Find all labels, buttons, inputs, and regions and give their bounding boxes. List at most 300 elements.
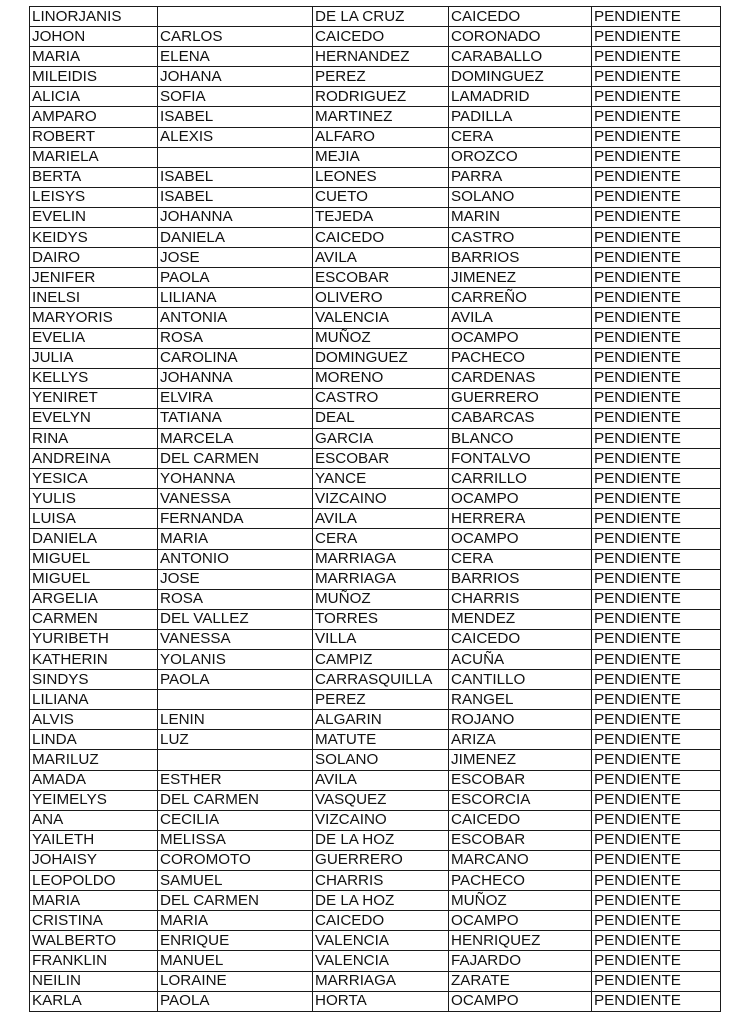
first-surname-cell: DE LA HOZ <box>313 891 449 911</box>
first-surname-cell: CHARRIS <box>313 871 449 891</box>
table-row <box>30 529 721 549</box>
second-surname-cell: OROZCO <box>449 147 592 167</box>
table-row <box>30 348 721 368</box>
status-cell: PENDIENTE <box>592 589 721 609</box>
first-name-cell: MIGUEL <box>30 569 158 589</box>
first-name-cell: SINDYS <box>30 670 158 690</box>
second-surname-cell: ARIZA <box>449 730 592 750</box>
first-name-cell: INELSI <box>30 288 158 308</box>
second-surname-cell: CARRILLO <box>449 469 592 489</box>
first-name-cell: YULIS <box>30 489 158 509</box>
first-name-cell: JENIFER <box>30 268 158 288</box>
middle-name-cell: DEL VALLEZ <box>158 609 313 629</box>
table-row <box>30 368 721 388</box>
first-surname-cell: SOLANO <box>313 750 449 770</box>
first-surname-cell: VALENCIA <box>313 951 449 971</box>
middle-name-cell: CAROLINA <box>158 348 313 368</box>
second-surname-cell: ROJANO <box>449 710 592 730</box>
first-surname-cell: CUETO <box>313 187 449 207</box>
middle-name-cell: CARLOS <box>158 27 313 47</box>
second-surname-cell: ESCORCIA <box>449 790 592 810</box>
second-surname-cell: ESCOBAR <box>449 830 592 850</box>
status-cell: PENDIENTE <box>592 650 721 670</box>
table-row <box>30 408 721 428</box>
table-row <box>30 991 721 1011</box>
second-surname-cell: HENRIQUEZ <box>449 931 592 951</box>
first-name-cell: ALVIS <box>30 710 158 730</box>
table-row <box>30 710 721 730</box>
middle-name-cell: ALEXIS <box>158 127 313 147</box>
second-surname-cell: CORONADO <box>449 27 592 47</box>
status-cell: PENDIENTE <box>592 268 721 288</box>
table-row <box>30 489 721 509</box>
first-surname-cell: ESCOBAR <box>313 268 449 288</box>
table-row <box>30 187 721 207</box>
middle-name-cell: ISABEL <box>158 167 313 187</box>
first-surname-cell: TORRES <box>313 609 449 629</box>
status-cell: PENDIENTE <box>592 911 721 931</box>
middle-name-cell: ISABEL <box>158 187 313 207</box>
status-cell: PENDIENTE <box>592 690 721 710</box>
middle-name-cell: MARIA <box>158 529 313 549</box>
table-row <box>30 790 721 810</box>
second-surname-cell: MARCANO <box>449 850 592 870</box>
second-surname-cell: OCAMPO <box>449 991 592 1011</box>
second-surname-cell: HERRERA <box>449 509 592 529</box>
status-cell: PENDIENTE <box>592 770 721 790</box>
first-surname-cell: DE LA HOZ <box>313 830 449 850</box>
status-cell: PENDIENTE <box>592 308 721 328</box>
second-surname-cell: ZARATE <box>449 971 592 991</box>
status-cell: PENDIENTE <box>592 147 721 167</box>
second-surname-cell: DOMINGUEZ <box>449 67 592 87</box>
first-name-cell: ARGELIA <box>30 589 158 609</box>
first-surname-cell: VIZCAINO <box>313 489 449 509</box>
table-row <box>30 770 721 790</box>
first-name-cell: NEILIN <box>30 971 158 991</box>
first-surname-cell: VALENCIA <box>313 931 449 951</box>
middle-name-cell: DEL CARMEN <box>158 891 313 911</box>
first-surname-cell: LEONES <box>313 167 449 187</box>
middle-name-cell: ANTONIO <box>158 549 313 569</box>
status-cell: PENDIENTE <box>592 388 721 408</box>
status-cell: PENDIENTE <box>592 47 721 67</box>
first-surname-cell: MORENO <box>313 368 449 388</box>
middle-name-cell: ENRIQUE <box>158 931 313 951</box>
status-cell: PENDIENTE <box>592 569 721 589</box>
status-cell: PENDIENTE <box>592 529 721 549</box>
first-surname-cell: AVILA <box>313 509 449 529</box>
middle-name-cell: PAOLA <box>158 991 313 1011</box>
table-row <box>30 449 721 469</box>
second-surname-cell: CERA <box>449 549 592 569</box>
second-surname-cell: PACHECO <box>449 348 592 368</box>
table-row <box>30 871 721 891</box>
table-row <box>30 750 721 770</box>
table-row <box>30 388 721 408</box>
first-surname-cell: VILLA <box>313 629 449 649</box>
middle-name-cell: MARIA <box>158 911 313 931</box>
second-surname-cell: CARREÑO <box>449 288 592 308</box>
first-name-cell: MIGUEL <box>30 549 158 569</box>
first-name-cell: YAILETH <box>30 830 158 850</box>
middle-name-cell: PAOLA <box>158 268 313 288</box>
status-cell: PENDIENTE <box>592 207 721 227</box>
second-surname-cell: FONTALVO <box>449 449 592 469</box>
first-name-cell: LILIANA <box>30 690 158 710</box>
middle-name-cell: ISABEL <box>158 107 313 127</box>
first-surname-cell: CAICEDO <box>313 911 449 931</box>
table-row <box>30 288 721 308</box>
first-name-cell: CARMEN <box>30 609 158 629</box>
table-row <box>30 549 721 569</box>
first-name-cell: JULIA <box>30 348 158 368</box>
first-surname-cell: MARRIAGA <box>313 971 449 991</box>
second-surname-cell: ESCOBAR <box>449 770 592 790</box>
status-cell: PENDIENTE <box>592 87 721 107</box>
status-cell: PENDIENTE <box>592 228 721 248</box>
status-cell: PENDIENTE <box>592 27 721 47</box>
table-row <box>30 428 721 448</box>
first-surname-cell: VALENCIA <box>313 308 449 328</box>
middle-name-cell: ELVIRA <box>158 388 313 408</box>
status-cell: PENDIENTE <box>592 328 721 348</box>
middle-name-cell: PAOLA <box>158 670 313 690</box>
middle-name-cell: MELISSA <box>158 830 313 850</box>
first-surname-cell: CASTRO <box>313 388 449 408</box>
table-row <box>30 850 721 870</box>
names-table <box>29 6 721 1012</box>
table-row <box>30 107 721 127</box>
middle-name-cell: YOHANNA <box>158 469 313 489</box>
first-surname-cell: MEJIA <box>313 147 449 167</box>
status-cell: PENDIENTE <box>592 428 721 448</box>
first-surname-cell: MUÑOZ <box>313 328 449 348</box>
table-row <box>30 127 721 147</box>
table-row <box>30 609 721 629</box>
first-name-cell: MILEIDIS <box>30 67 158 87</box>
middle-name-cell: DEL CARMEN <box>158 790 313 810</box>
second-surname-cell: JIMENEZ <box>449 750 592 770</box>
status-cell: PENDIENTE <box>592 891 721 911</box>
first-name-cell: DAIRO <box>30 248 158 268</box>
table-row <box>30 931 721 951</box>
first-name-cell: LEISYS <box>30 187 158 207</box>
status-cell: PENDIENTE <box>592 971 721 991</box>
middle-name-cell: VANESSA <box>158 489 313 509</box>
middle-name-cell: LUZ <box>158 730 313 750</box>
first-name-cell: BERTA <box>30 167 158 187</box>
second-surname-cell: CAICEDO <box>449 7 592 27</box>
middle-name-cell: CECILIA <box>158 810 313 830</box>
status-cell: PENDIENTE <box>592 408 721 428</box>
table-row <box>30 891 721 911</box>
first-surname-cell: HORTA <box>313 991 449 1011</box>
middle-name-cell: JOHANA <box>158 67 313 87</box>
second-surname-cell: OCAMPO <box>449 529 592 549</box>
status-cell: PENDIENTE <box>592 951 721 971</box>
first-surname-cell: GARCIA <box>313 428 449 448</box>
second-surname-cell: BLANCO <box>449 428 592 448</box>
first-name-cell: AMPARO <box>30 107 158 127</box>
status-cell: PENDIENTE <box>592 750 721 770</box>
first-surname-cell: VIZCAINO <box>313 810 449 830</box>
second-surname-cell: OCAMPO <box>449 489 592 509</box>
middle-name-cell: MANUEL <box>158 951 313 971</box>
second-surname-cell: CAICEDO <box>449 810 592 830</box>
first-name-cell: KARLA <box>30 991 158 1011</box>
status-cell: PENDIENTE <box>592 288 721 308</box>
status-cell: PENDIENTE <box>592 368 721 388</box>
first-name-cell: EVELYN <box>30 408 158 428</box>
table-row <box>30 87 721 107</box>
middle-name-cell: YOLANIS <box>158 650 313 670</box>
status-cell: PENDIENTE <box>592 850 721 870</box>
middle-name-cell <box>158 750 313 770</box>
first-surname-cell: MARRIAGA <box>313 569 449 589</box>
middle-name-cell: JOSE <box>158 569 313 589</box>
status-cell: PENDIENTE <box>592 830 721 850</box>
first-name-cell: FRANKLIN <box>30 951 158 971</box>
table-row <box>30 911 721 931</box>
first-name-cell: MARILUZ <box>30 750 158 770</box>
table-row <box>30 27 721 47</box>
first-name-cell: CRISTINA <box>30 911 158 931</box>
first-name-cell: JOHAISY <box>30 850 158 870</box>
middle-name-cell: FERNANDA <box>158 509 313 529</box>
table-row <box>30 469 721 489</box>
first-surname-cell: VASQUEZ <box>313 790 449 810</box>
table-row <box>30 7 721 27</box>
middle-name-cell: SAMUEL <box>158 871 313 891</box>
first-surname-cell: DE LA CRUZ <box>313 7 449 27</box>
second-surname-cell: OCAMPO <box>449 911 592 931</box>
first-name-cell: EVELIA <box>30 328 158 348</box>
second-surname-cell: CARDENAS <box>449 368 592 388</box>
table-row <box>30 47 721 67</box>
first-surname-cell: ESCOBAR <box>313 449 449 469</box>
names-table-body <box>30 7 721 1012</box>
middle-name-cell: SOFIA <box>158 87 313 107</box>
table-row <box>30 228 721 248</box>
table-row <box>30 67 721 87</box>
status-cell: PENDIENTE <box>592 710 721 730</box>
table-row <box>30 248 721 268</box>
second-surname-cell: CARABALLO <box>449 47 592 67</box>
middle-name-cell: ROSA <box>158 589 313 609</box>
table-row <box>30 810 721 830</box>
first-name-cell: ROBERT <box>30 127 158 147</box>
status-cell: PENDIENTE <box>592 790 721 810</box>
middle-name-cell <box>158 7 313 27</box>
first-name-cell: MARYORIS <box>30 308 158 328</box>
first-name-cell: LINDA <box>30 730 158 750</box>
middle-name-cell: LORAINE <box>158 971 313 991</box>
first-surname-cell: ALGARIN <box>313 710 449 730</box>
table-row <box>30 509 721 529</box>
middle-name-cell: DANIELA <box>158 228 313 248</box>
first-name-cell: ANA <box>30 810 158 830</box>
second-surname-cell: MENDEZ <box>449 609 592 629</box>
second-surname-cell: PARRA <box>449 167 592 187</box>
table-row <box>30 328 721 348</box>
first-surname-cell: DEAL <box>313 408 449 428</box>
status-cell: PENDIENTE <box>592 931 721 951</box>
first-surname-cell: PEREZ <box>313 67 449 87</box>
first-surname-cell: AVILA <box>313 770 449 790</box>
middle-name-cell: ELENA <box>158 47 313 67</box>
table-row <box>30 268 721 288</box>
status-cell: PENDIENTE <box>592 670 721 690</box>
middle-name-cell: MARCELA <box>158 428 313 448</box>
status-cell: PENDIENTE <box>592 609 721 629</box>
status-cell: PENDIENTE <box>592 127 721 147</box>
table-row <box>30 629 721 649</box>
first-surname-cell: MARRIAGA <box>313 549 449 569</box>
second-surname-cell: LAMADRID <box>449 87 592 107</box>
first-surname-cell: DOMINGUEZ <box>313 348 449 368</box>
table-row <box>30 589 721 609</box>
status-cell: PENDIENTE <box>592 449 721 469</box>
table-row <box>30 569 721 589</box>
first-name-cell: RINA <box>30 428 158 448</box>
table-row <box>30 670 721 690</box>
first-name-cell: LEOPOLDO <box>30 871 158 891</box>
second-surname-cell: CAICEDO <box>449 629 592 649</box>
first-name-cell: YENIRET <box>30 388 158 408</box>
status-cell: PENDIENTE <box>592 187 721 207</box>
status-cell: PENDIENTE <box>592 489 721 509</box>
second-surname-cell: MUÑOZ <box>449 891 592 911</box>
middle-name-cell: VANESSA <box>158 629 313 649</box>
table-row <box>30 207 721 227</box>
first-surname-cell: MARTINEZ <box>313 107 449 127</box>
first-surname-cell: MUÑOZ <box>313 589 449 609</box>
second-surname-cell: FAJARDO <box>449 951 592 971</box>
second-surname-cell: JIMENEZ <box>449 268 592 288</box>
second-surname-cell: CERA <box>449 127 592 147</box>
first-name-cell: MARIA <box>30 891 158 911</box>
second-surname-cell: SOLANO <box>449 187 592 207</box>
second-surname-cell: CHARRIS <box>449 589 592 609</box>
second-surname-cell: PACHECO <box>449 871 592 891</box>
first-name-cell: LUISA <box>30 509 158 529</box>
first-surname-cell: YANCE <box>313 469 449 489</box>
first-name-cell: MARIA <box>30 47 158 67</box>
status-cell: PENDIENTE <box>592 167 721 187</box>
second-surname-cell: BARRIOS <box>449 569 592 589</box>
first-name-cell: KATHERIN <box>30 650 158 670</box>
first-name-cell: MARIELA <box>30 147 158 167</box>
first-name-cell: KEIDYS <box>30 228 158 248</box>
first-surname-cell: CARRASQUILLA <box>313 670 449 690</box>
first-surname-cell: AVILA <box>313 248 449 268</box>
status-cell: PENDIENTE <box>592 730 721 750</box>
second-surname-cell: ACUÑA <box>449 650 592 670</box>
middle-name-cell: JOSE <box>158 248 313 268</box>
table-row <box>30 147 721 167</box>
first-name-cell: WALBERTO <box>30 931 158 951</box>
status-cell: PENDIENTE <box>592 469 721 489</box>
first-name-cell: JOHON <box>30 27 158 47</box>
first-name-cell: DANIELA <box>30 529 158 549</box>
second-surname-cell: GUERRERO <box>449 388 592 408</box>
middle-name-cell: LENIN <box>158 710 313 730</box>
middle-name-cell <box>158 690 313 710</box>
first-surname-cell: CAICEDO <box>313 27 449 47</box>
middle-name-cell: COROMOTO <box>158 850 313 870</box>
second-surname-cell: PADILLA <box>449 107 592 127</box>
middle-name-cell: ANTONIA <box>158 308 313 328</box>
middle-name-cell: ESTHER <box>158 770 313 790</box>
first-name-cell: ALICIA <box>30 87 158 107</box>
status-cell: PENDIENTE <box>592 348 721 368</box>
middle-name-cell: LILIANA <box>158 288 313 308</box>
second-surname-cell: CABARCAS <box>449 408 592 428</box>
first-surname-cell: TEJEDA <box>313 207 449 227</box>
first-surname-cell: ALFARO <box>313 127 449 147</box>
middle-name-cell: DEL CARMEN <box>158 449 313 469</box>
status-cell: PENDIENTE <box>592 991 721 1011</box>
status-cell: PENDIENTE <box>592 629 721 649</box>
first-name-cell: AMADA <box>30 770 158 790</box>
first-name-cell: LINORJANIS <box>30 7 158 27</box>
second-surname-cell: OCAMPO <box>449 328 592 348</box>
table-row <box>30 167 721 187</box>
middle-name-cell <box>158 147 313 167</box>
status-cell: PENDIENTE <box>592 248 721 268</box>
first-name-cell: EVELIN <box>30 207 158 227</box>
second-surname-cell: MARIN <box>449 207 592 227</box>
first-name-cell: ANDREINA <box>30 449 158 469</box>
first-surname-cell: GUERRERO <box>313 850 449 870</box>
first-surname-cell: CAICEDO <box>313 228 449 248</box>
second-surname-cell: BARRIOS <box>449 248 592 268</box>
second-surname-cell: RANGEL <box>449 690 592 710</box>
first-surname-cell: CAMPIZ <box>313 650 449 670</box>
first-surname-cell: OLIVERO <box>313 288 449 308</box>
first-name-cell: YURIBETH <box>30 629 158 649</box>
second-surname-cell: CASTRO <box>449 228 592 248</box>
table-row <box>30 830 721 850</box>
table-row <box>30 650 721 670</box>
status-cell: PENDIENTE <box>592 549 721 569</box>
first-name-cell: YESICA <box>30 469 158 489</box>
first-surname-cell: CERA <box>313 529 449 549</box>
middle-name-cell: JOHANNA <box>158 368 313 388</box>
second-surname-cell: AVILA <box>449 308 592 328</box>
middle-name-cell: JOHANNA <box>158 207 313 227</box>
middle-name-cell: TATIANA <box>158 408 313 428</box>
status-cell: PENDIENTE <box>592 871 721 891</box>
first-surname-cell: MATUTE <box>313 730 449 750</box>
first-name-cell: YEIMELYS <box>30 790 158 810</box>
status-cell: PENDIENTE <box>592 810 721 830</box>
middle-name-cell: ROSA <box>158 328 313 348</box>
first-name-cell: KELLYS <box>30 368 158 388</box>
first-surname-cell: HERNANDEZ <box>313 47 449 67</box>
first-surname-cell: RODRIGUEZ <box>313 87 449 107</box>
table-row <box>30 951 721 971</box>
status-cell: PENDIENTE <box>592 509 721 529</box>
table-row <box>30 308 721 328</box>
status-cell: PENDIENTE <box>592 67 721 87</box>
first-surname-cell: PEREZ <box>313 690 449 710</box>
second-surname-cell: CANTILLO <box>449 670 592 690</box>
table-row <box>30 730 721 750</box>
status-cell: PENDIENTE <box>592 107 721 127</box>
table-row <box>30 690 721 710</box>
